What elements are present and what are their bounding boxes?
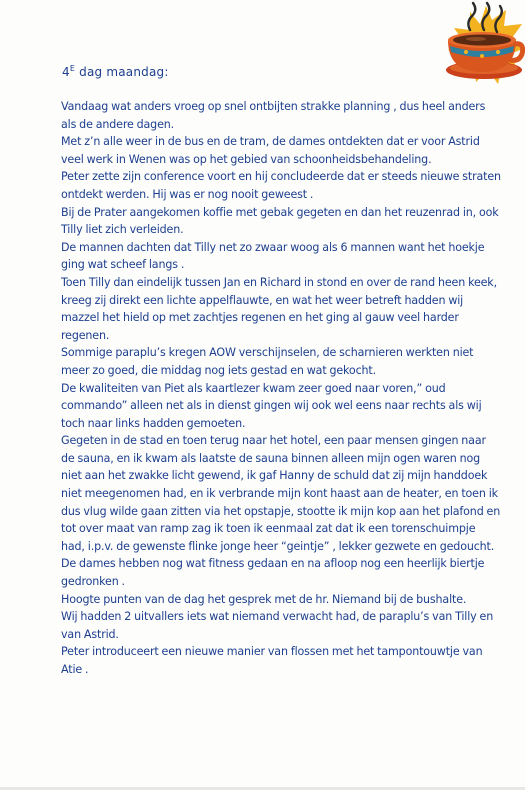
paragraph: De kwaliteiten van Piet als kaartlezer kwam zeer goed naar voren,” oud commando” alleen net als in dienst gingen wij ook wel eens naar rechts als wij toch naar links hadden gemoeten. (61, 381, 482, 430)
paragraph: Wij hadden 2 uitvallers iets wat niemand verwacht had, de paraplu’s van Tilly en van Astrid. (61, 610, 494, 641)
page-title (62, 64, 169, 79)
paragraph: Bij de Prater aangekomen koffie met gebak gegeten en dan het reuzenrad in, ook Tilly liet zich verleiden. (61, 205, 499, 237)
paragraph: Hoogte punten van de dag het gesprek met de hr. Niemand bij de bushalte. (61, 592, 467, 606)
paragraph: De dames hebben nog wat fitness gedaan en na afloop nog een heerlijk biertje gedronken . (61, 557, 485, 589)
paragraph: Peter zette zijn conference voort en hij concludeerde dat er steeds nieuwe straten ontdekt werden. Hij was er nog nooit geweest . (61, 170, 501, 201)
diary-body (61, 98, 501, 679)
day-title: dag maandag: (79, 65, 169, 79)
paragraph: Vandaag wat anders vroeg op snel ontbijten strakke planning , dus heel anders als de andere dagen. (61, 100, 486, 131)
paragraph: Gegeten in de stad en toen terug naar het hotel, een paar mensen gingen naar de sauna, en ik kwam als laatste de sauna binnen alleen mijn ogen waren nog niet aan het zwakke licht gewend, ik gaf Hanny de schuld dat zij mijn handdoek niet meegenomen had, en ik verbrande mijn kont haast aan de heater, en toen ik dus vlug wilde gaan zitten via het opstapje, stootte ik mijn kop aan het plafond en tot over maat van ramp zag ik toen ik eenmaal zat dat ik een torenschuimpje had, i.p.v. de gewenste flinke jonge heer “geintje” , lekker gezwete en gedoucht. (61, 434, 501, 553)
day-number: 4 (62, 65, 70, 79)
paragraph: Peter introduceert een nieuwe manier van flossen met het tampontouwtje van Atie . (61, 645, 483, 676)
paragraph: Sommige paraplu’s kregen AOW verschijnselen, de scharnieren werkten niet meer zo goed, die middag nog iets gestad en wat gekocht. (61, 346, 474, 377)
paragraph: De mannen dachten dat Tilly net zo zwaar woog als 6 mannen want het hoekje ging wat scheef langs . (61, 240, 485, 272)
paragraph: Toen Tilly dan eindelijk tussen Jan en Richard in stond en over de rand heen keek, kreeg zij direkt een lichte appelflauwte, en wat het weer betreft hadden wij mazzel het hield op met zachtjes regenen en het ging al gauw veel harder regenen. (61, 275, 497, 342)
paragraph: Met z’n alle weer in de bus en de tram, de dames ontdekten dat er voor Astrid veel werk in Wenen was op het gebied van schoonheidsbehandeling. (61, 135, 480, 166)
coffee-cup-icon (426, 0, 525, 86)
day-suffix: E (69, 64, 76, 73)
